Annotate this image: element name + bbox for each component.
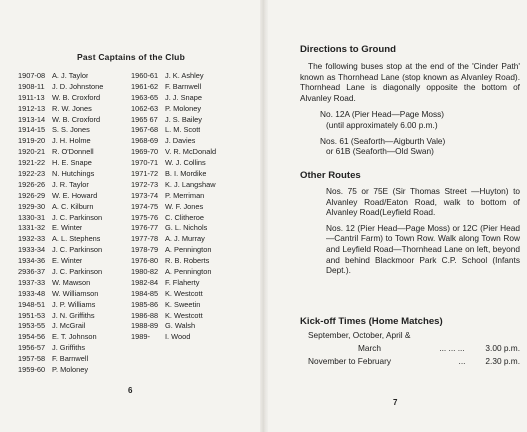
captain-entry — [131, 300, 258, 309]
captain-entry — [18, 191, 131, 200]
captain-name: I. Wood — [165, 332, 191, 342]
captain-entry — [131, 332, 258, 341]
captain-row — [18, 92, 258, 103]
captain-years: 1951-53 — [18, 310, 46, 320]
captain-entry — [18, 82, 131, 91]
captain-entry — [18, 136, 131, 145]
captain-row — [18, 114, 258, 125]
captain-name: N. Hutchings — [52, 168, 95, 178]
captain-name: F. Barnwell — [165, 81, 202, 91]
captain-entry — [18, 169, 131, 178]
captain-row — [18, 288, 258, 299]
captain-entry — [18, 245, 131, 254]
captain-row — [18, 244, 258, 255]
captain-name: K. Westcott — [165, 288, 203, 298]
captain-entry — [18, 289, 131, 298]
captain-entry — [18, 104, 131, 113]
captain-years: 1933-48 — [18, 288, 46, 298]
captain-name: W. E. Howard — [52, 190, 98, 200]
captain-row — [18, 364, 258, 375]
captain-entry — [131, 82, 258, 91]
captain-row — [18, 310, 258, 321]
captain-years: 1937-33 — [18, 277, 46, 287]
bus-61b-line: or 61B (Seaforth—Old Swan) — [326, 146, 434, 157]
captain-name: P. Merriman — [165, 190, 205, 200]
captain-entry — [18, 213, 131, 222]
captain-years: 1986-88 — [131, 310, 159, 320]
captain-row — [18, 233, 258, 244]
kickoff-march-dots: ... ... ... — [439, 343, 465, 353]
captain-name: R. W. Jones — [52, 103, 92, 113]
captain-row — [18, 157, 258, 168]
captain-years: 1922-23 — [18, 168, 46, 178]
captain-name: R. B. Roberts — [165, 256, 210, 266]
captain-row — [18, 342, 258, 353]
captain-name: J. N. Griffiths — [52, 310, 95, 320]
captain-name: V. R. McDonald — [165, 147, 217, 157]
captain-name: J. P. Williams — [52, 299, 96, 309]
captain-name: J. McGrail — [52, 321, 86, 331]
directions-heading: Directions to Ground — [300, 44, 396, 55]
captain-row — [18, 146, 258, 157]
captain-years: 1908-11 — [18, 81, 45, 91]
captain-name: H. E. Snape — [52, 158, 92, 168]
captain-name: P. Moloney — [165, 103, 202, 113]
captain-years: 1984-85 — [131, 288, 159, 298]
captain-years: 1913-14 — [18, 114, 46, 124]
captain-entry — [131, 147, 258, 156]
captain-years: 1978-79 — [131, 245, 159, 255]
captain-entry — [131, 180, 258, 189]
captain-name: A. C. Kilburn — [52, 201, 94, 211]
captain-years: 1929-30 — [18, 201, 46, 211]
captain-row — [18, 353, 258, 364]
directions-section — [300, 44, 520, 157]
captain-name: G. L. Nichols — [165, 223, 208, 233]
captain-row — [18, 222, 258, 233]
captain-entry — [18, 343, 131, 352]
captain-years: 1062-63 — [131, 103, 159, 113]
captain-years: 1959-60 — [18, 364, 46, 374]
captain-entry — [131, 71, 258, 80]
captain-years: 1911-13 — [18, 92, 45, 102]
captain-years: 1920-21 — [18, 147, 46, 157]
captain-entry — [18, 300, 131, 309]
kickoff-winter-dots: ... — [458, 356, 466, 366]
kickoff-march-label: March — [358, 343, 382, 353]
captain-entry — [131, 169, 258, 178]
captain-years: 1973-74 — [131, 190, 159, 200]
kickoff-row-march — [300, 342, 520, 355]
captain-entry — [131, 311, 258, 320]
bus-12a-line: No. 12A (Pier Head—Page Moss) — [320, 109, 445, 120]
captain-entry — [18, 71, 131, 80]
captain-years: 1934-36 — [18, 256, 46, 266]
captain-years: 1914-15 — [18, 125, 46, 135]
kickoff-winter-label: November to February — [308, 356, 392, 366]
kickoff-heading: Kick-off Times (Home Matches) — [300, 316, 443, 327]
captain-entry — [18, 115, 131, 124]
captain-years: 1967-68 — [131, 125, 159, 135]
captain-years: 1954-56 — [18, 332, 46, 342]
captain-name: F. Barnwell — [52, 354, 89, 364]
captain-name: J. J. Snape — [165, 92, 202, 102]
captain-name: W. Mawson — [52, 277, 91, 287]
captain-entry — [131, 202, 258, 211]
captain-years: 1961-62 — [131, 81, 159, 91]
captain-years: 1330-31 — [18, 212, 46, 222]
captain-entry — [131, 223, 258, 232]
captains-list — [18, 70, 258, 375]
captain-name: J. D. Johnstone — [52, 81, 104, 91]
bus-61-line: Nos. 61 (Seaforth—Aigburth Vale) — [320, 135, 446, 146]
captain-name: K. Sweetin — [165, 299, 201, 309]
captain-entry — [18, 125, 131, 134]
captain-years: 1975-76 — [131, 212, 159, 222]
captain-entry — [131, 125, 258, 134]
captain-years: 1926-29 — [18, 190, 46, 200]
kickoff-row-winter — [300, 355, 520, 368]
captain-name: W. F. Jones — [165, 201, 204, 211]
captain-name: A. L. Stephens — [52, 234, 101, 244]
captain-row — [18, 168, 258, 179]
captain-name: P. Moloney — [52, 364, 89, 374]
captain-entry — [131, 245, 258, 254]
captain-entry — [18, 93, 131, 102]
captain-years: 1971-72 — [131, 168, 159, 178]
captain-years: 1965 67 — [131, 114, 158, 124]
captain-name: S. S. Jones — [52, 125, 90, 135]
captain-years: 1989- — [131, 332, 150, 342]
captain-years: 1969-70 — [131, 147, 159, 157]
captain-years: 1977-78 — [131, 234, 159, 244]
captain-years: 1980-82 — [131, 266, 159, 276]
captain-years: 1912-13 — [18, 103, 46, 113]
captain-name: J. K. Ashley — [165, 70, 204, 80]
captain-row — [18, 299, 258, 310]
bus-route-61 — [300, 136, 520, 157]
captain-entry — [131, 158, 258, 167]
captain-row — [18, 81, 258, 92]
captain-row — [18, 255, 258, 266]
captain-entry — [18, 234, 131, 243]
captain-name: A. Pennington — [165, 245, 212, 255]
captain-name: J. C. Parkinson — [52, 212, 103, 222]
captain-name: J. Griffiths — [52, 343, 86, 353]
captain-years: 1976-77 — [131, 223, 159, 233]
captain-years: 1988-89 — [131, 321, 159, 331]
captain-name: L. M. Scott — [165, 125, 201, 135]
captain-row — [18, 135, 258, 146]
captain-name: K. Westcott — [165, 310, 203, 320]
captain-years: 1963-65 — [131, 92, 159, 102]
kickoff-row-autumn — [300, 329, 520, 342]
captain-name: A. J. Murray — [165, 234, 205, 244]
captain-name: J. C. Parkinson — [52, 266, 103, 276]
captain-name: B. I. Mordike — [165, 168, 207, 178]
captain-row — [18, 277, 258, 288]
captain-years: 1907-08 — [18, 70, 46, 80]
route-12: Nos. 12 (Pier Head—Page Moss) or 12C (Pier Head—Cantril Farm) to Town Row. Walk along Town Row and Leyfield Road—Thornhead Lane on left, beyond and behind Blackmoor Park C.P. School (Infants Dept.). — [326, 222, 520, 276]
captain-entry — [131, 136, 258, 145]
captain-row — [18, 70, 258, 81]
captain-name: E. Winter — [52, 223, 83, 233]
captain-name: C. Clitheroe — [165, 212, 205, 222]
directions-intro: The following buses stop at the end of the 'Cinder Path' known as Thornhead Lane (stop known as Alvanley Road). Thornhead Lane is diagonally opposite the bottom of Alvanley Road. — [300, 61, 520, 103]
captain-entry — [131, 278, 258, 287]
captain-years: 1985-86 — [131, 299, 159, 309]
captain-entry — [18, 267, 131, 276]
captain-name: R. O'Donnell — [52, 147, 94, 157]
captain-entry — [18, 256, 131, 265]
captain-years: 1956-57 — [18, 343, 46, 353]
captain-entry — [18, 278, 131, 287]
captain-years: 1921-22 — [18, 158, 46, 168]
captain-entry — [18, 158, 131, 167]
captain-row — [18, 266, 258, 277]
captain-years: 1919-20 — [18, 136, 46, 146]
captain-name: J. C. Parkinson — [52, 245, 103, 255]
captain-row — [18, 212, 258, 223]
captain-entry — [18, 147, 131, 156]
captain-row — [18, 331, 258, 342]
route-75: Nos. 75 or 75E (Sir Thomas Street —Huyton) to Alvanley Road/Eaton Road, walk to bottom of Alvanley Road(Leyfield Road. — [326, 186, 520, 218]
kickoff-months-label: September, October, April & — [308, 330, 411, 340]
page-number-left: 6 — [128, 386, 133, 395]
captain-entry — [18, 354, 131, 363]
left-page — [0, 0, 262, 432]
captain-entry — [18, 332, 131, 341]
captain-years: 2936-37 — [18, 266, 46, 276]
captain-years: 1970-71 — [131, 158, 159, 168]
captain-row — [18, 190, 258, 201]
captain-entry — [131, 267, 258, 276]
captain-row — [18, 124, 258, 135]
right-page — [266, 0, 527, 432]
captain-name: J. H. Holme — [52, 136, 91, 146]
kickoff-winter-time: 2.30 p.m. — [485, 356, 520, 366]
captain-years: 1960-61 — [131, 70, 159, 80]
captain-name: A. J. Taylor — [52, 70, 89, 80]
captain-entry — [18, 311, 131, 320]
captain-row — [18, 201, 258, 212]
past-captains-title: Past Captains of the Club — [77, 52, 185, 62]
bus-route-12a — [300, 109, 520, 130]
captain-entry — [18, 321, 131, 330]
captain-name: J. Davies — [165, 136, 196, 146]
captain-years: 1974-75 — [131, 201, 159, 211]
other-routes-heading: Other Routes — [300, 170, 361, 181]
captain-years: 1926-26 — [18, 179, 46, 189]
captain-years: 1933-34 — [18, 245, 46, 255]
captain-entry — [131, 256, 258, 265]
captain-years: 1976-80 — [131, 256, 159, 266]
captain-name: W. J. Collins — [165, 158, 206, 168]
captain-entry — [18, 365, 131, 374]
captain-entry — [131, 213, 258, 222]
captain-name: G. Walsh — [165, 321, 196, 331]
captain-years: 1948-51 — [18, 299, 46, 309]
captain-entry — [18, 202, 131, 211]
captain-entry — [131, 289, 258, 298]
captain-row — [18, 179, 258, 190]
captain-name: W. B. Croxford — [52, 92, 101, 102]
captain-name: F. Flaherty — [165, 277, 200, 287]
captain-entry — [131, 321, 258, 330]
captain-name: E. Winter — [52, 256, 83, 266]
kickoff-march-time: 3.00 p.m. — [485, 343, 520, 353]
captain-years: 1932-33 — [18, 234, 46, 244]
other-routes-section — [300, 170, 520, 281]
captain-name: J. R. Taylor — [52, 179, 89, 189]
kickoff-section — [300, 316, 520, 368]
captain-name: E. T. Johnson — [52, 332, 97, 342]
captain-years: 1972-73 — [131, 179, 159, 189]
captain-entry — [18, 180, 131, 189]
captain-years: 1982-84 — [131, 277, 159, 287]
page-number-right: 7 — [393, 398, 398, 407]
captain-row — [18, 320, 258, 331]
captain-entry — [131, 93, 258, 102]
captain-name: K. J. Langshaw — [165, 179, 216, 189]
captain-name: W. Williamson — [52, 288, 99, 298]
captain-entry — [131, 191, 258, 200]
captain-years: 1957-58 — [18, 354, 46, 364]
captain-name: W. B. Croxford — [52, 114, 101, 124]
captain-name: J. S. Bailey — [165, 114, 202, 124]
captain-years: 1953-55 — [18, 321, 46, 331]
captain-years: 1331-32 — [18, 223, 46, 233]
bus-12a-note: (until approximately 6.00 p.m.) — [326, 119, 438, 130]
captain-entry — [131, 104, 258, 113]
captain-name: A. Pennington — [165, 266, 212, 276]
captain-row — [18, 103, 258, 114]
captain-entry — [131, 234, 258, 243]
captain-years: 1968-69 — [131, 136, 159, 146]
captain-entry — [131, 115, 258, 124]
captain-entry — [18, 223, 131, 232]
